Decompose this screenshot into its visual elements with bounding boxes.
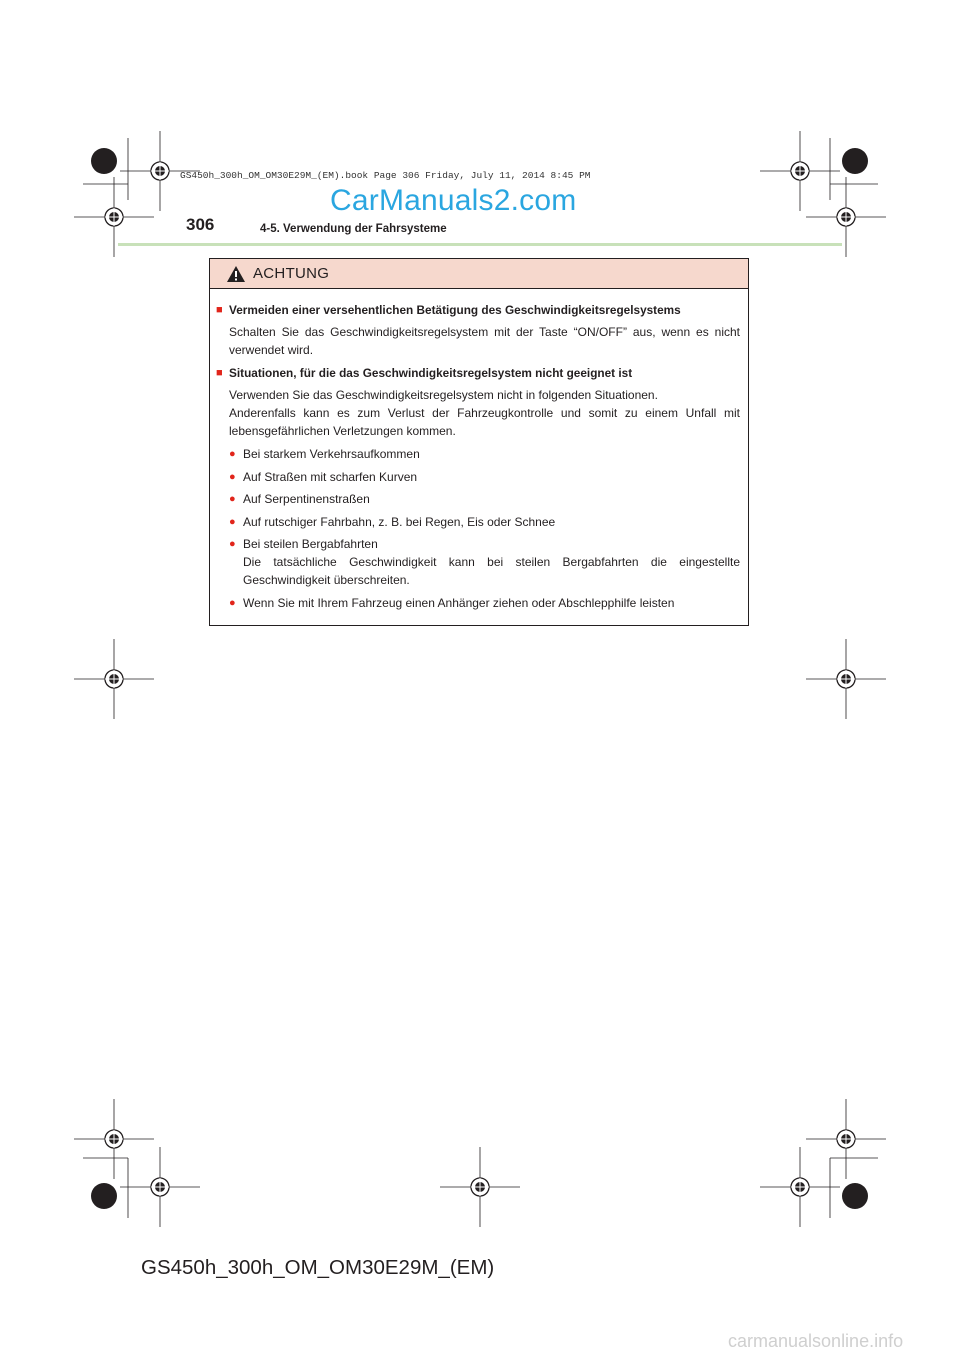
red-bullet-icon: ● [229,448,236,460]
page-number: 306 [186,215,215,234]
warning-heading-2: ■ Situationen, für die das Geschwindigkeitsregelsystem nicht geeignet ist [216,366,633,380]
warning-paragraph: Verwenden Sie das Geschwindigkeitsregelsystem nicht in folgenden Situationen. [229,388,658,402]
red-bullet-icon: ● [229,538,236,550]
red-bullet-icon: ● [229,470,236,483]
red-bullet-icon: ● [229,596,236,609]
list-item [216,535,740,589]
red-bullet-icon: ● [229,493,236,505]
warning-paragraph: Schalten Sie das Geschwindigkeitsregelsystem mit der Taste “ON/OFF” aus, wenn es nicht verwendet wird. [229,325,740,357]
list-item: ● Auf rutschiger Fahrbahn, z. B. bei Regen, Eis oder Schnee [229,514,556,529]
list-item: ● Auf Straßen mit scharfen Kurven [229,469,418,484]
red-square-icon: ■ [216,367,223,379]
warning-label: ACHTUNG [253,265,330,282]
list-item: ● Auf Serpentinenstraßen [229,492,370,506]
footer-model: GS450h_300h_OM_OM30E29M_(EM) [141,1256,495,1279]
header-rule [118,243,842,246]
warning-paragraph: Anderenfalls kann es zum Verlust der Fahrzeugkontrolle und somit zu einem Unfall mit lebensgefährlichen Verletzungen kommen. [229,406,740,438]
red-bullet-icon: ● [229,515,236,528]
warning-header [210,259,748,289]
list-item-text: Bei steilen Bergabfahrten [243,537,378,551]
watermark-top[interactable]: CarManuals2.com [330,184,577,217]
warning-triangle-icon [226,265,246,283]
warning-box [209,258,749,626]
red-square-icon: ■ [216,304,223,316]
footer-watermark[interactable]: carmanualsonline.info [728,1331,904,1351]
list-item-subtext: Die tatsächliche Geschwindigkeit kann bei steilen Bergabfahrten die eingestellte Geschwindigkeit überschreiten. [243,555,740,587]
list-item: ● Bei starkem Verkehrsaufkommen [229,447,420,461]
section-title: 4-5. Verwendung der Fahrsysteme [260,223,447,235]
book-info: GS450h_300h_OM_OM30E29M_(EM).book Page 306 Friday, July 11, 2014 8:45 PM [180,170,591,181]
list-item: ● Wenn Sie mit Ihrem Fahrzeug einen Anhänger ziehen oder Abschlepphilfe leisten [229,595,675,610]
warning-heading-1: ■ Vermeiden einer versehentlichen Betätigung des Geschwindigkeitsregelsystems [216,303,681,317]
warning-content [210,289,748,612]
